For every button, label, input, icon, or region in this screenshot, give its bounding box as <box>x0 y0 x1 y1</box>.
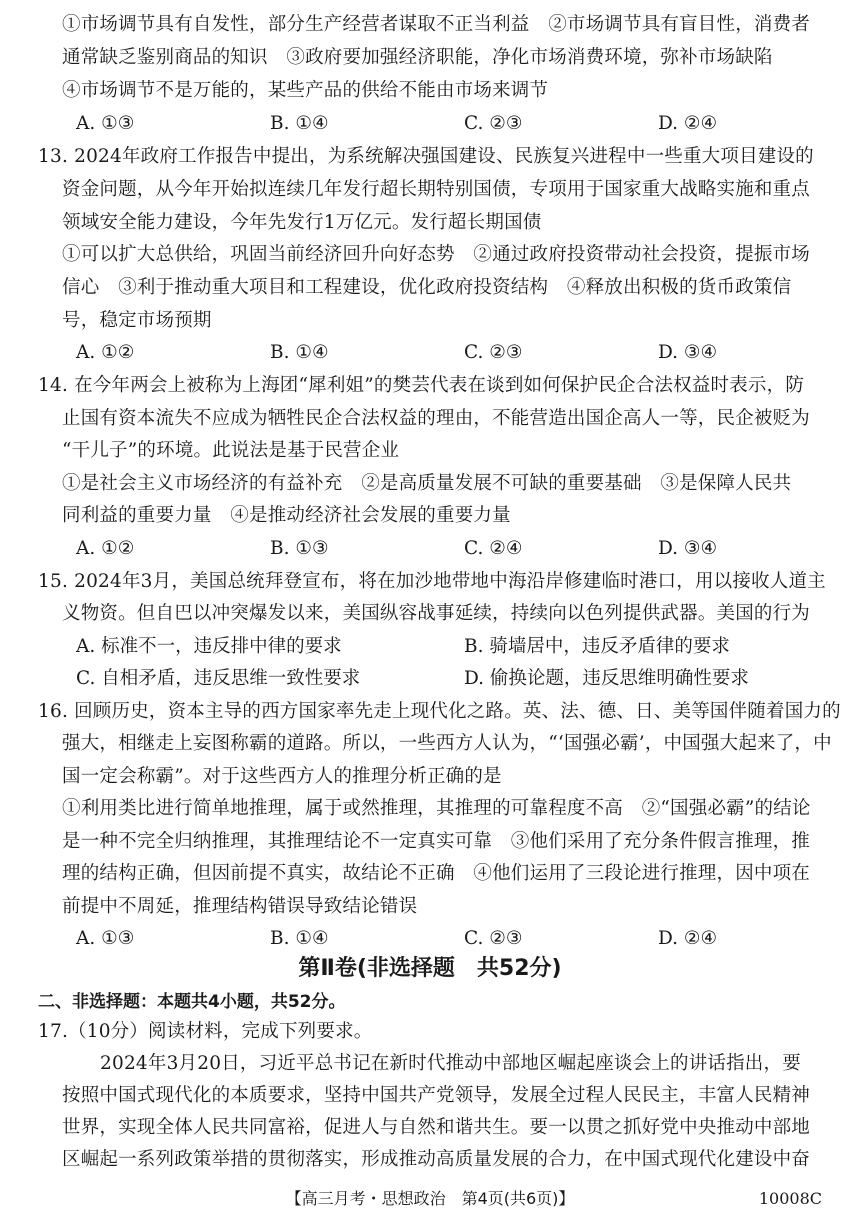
q16-stem-line-3: 国一定会称霸”。对于这些西方人的推理分析正确的是 <box>62 766 502 787</box>
q14-option-d: D. ③④ <box>658 538 718 559</box>
q13-option-b: B. ①④ <box>270 342 329 363</box>
q15-options-row-2 <box>0 666 860 692</box>
part-2-title: 第Ⅱ卷(非选择题 共52分) <box>298 956 562 981</box>
q15-options-row-1 <box>0 634 860 660</box>
q12-statement-line-3: ④市场调节不是万能的，某些产品的供给不能由市场来调节 <box>62 80 549 101</box>
q17-material-line-3: 世界，实现全体人民共同富裕，促进人与自然和谐共生。要一以贯之抓好党中央推动中部地 <box>62 1117 811 1138</box>
q14-option-a: A. ①② <box>76 538 135 559</box>
q12-option-c: C. ②③ <box>464 113 523 134</box>
section-2-heading: 二、非选择题：本题共4小题，共52分。 <box>38 992 346 1012</box>
q13-options <box>0 340 860 366</box>
q16-statement-line-2: 是一种不完全归纳推理，其推理结论不一定真实可靠 ③他们采用了充分条件假言推理，推 <box>62 831 811 852</box>
q14-option-c: C. ②④ <box>464 538 523 559</box>
q13-statement-line-2: 信心 ③利于推动重大项目和工程建设，优化政府投资结构 ④释放出积极的货币政策信 <box>62 277 792 298</box>
q13-stem-line-3: 领域安全能力建设，今年先发行1万亿元。发行超长期国债 <box>62 212 542 233</box>
q14-statement-line-1: ①是社会主义市场经济的有益补充 ②是高质量发展不可缺的重要基础 ③是保障人民共 <box>62 473 792 494</box>
q15-stem-line-2: 义物资。但自巴以冲突爆发以来，美国纵容战事延续，持续向以色列提供武器。美国的行为 <box>62 603 811 624</box>
page-footer <box>0 1186 860 1212</box>
q16-option-c: C. ②③ <box>464 928 523 949</box>
footer-exam-code: 10008C <box>758 1189 822 1208</box>
q12-option-b: B. ①④ <box>270 113 329 134</box>
q13-option-c: C. ②③ <box>464 342 523 363</box>
q15-option-c: C. 自相矛盾，违反思维一致性要求 <box>76 668 361 689</box>
q14-stem-line-3: “干儿子”的环境。此说法是基于民营企业 <box>62 440 400 461</box>
q16-option-b: B. ①④ <box>270 928 329 949</box>
q13-stem-line-2: 资金问题，从今年开始拟连续几年发行超长期特别国债，专项用于国家重大战略实施和重点 <box>62 179 811 200</box>
q16-stem-line-1: 16. 回顾历史，资本主导的西方国家率先走上现代化之路。英、法、德、日、美等国伴随着国力的 <box>38 701 841 722</box>
q13-option-a: A. ①② <box>76 342 135 363</box>
q13-stem-line-1: 13. 2024年政府工作报告中提出，为系统解决强国建设、民族复兴进程中一些重大项目建设的 <box>38 146 814 167</box>
q14-option-b: B. ①③ <box>270 538 329 559</box>
q12-option-a: A. ①③ <box>76 113 135 134</box>
q14-options <box>0 536 860 562</box>
q13-statement-line-3: 号，稳定市场预期 <box>62 310 212 331</box>
q12-statement-line-2: 通常缺乏鉴别商品的知识 ③政府要加强经济职能，净化市场消费环境，弥补市场缺陷 <box>62 47 773 68</box>
q14-statement-line-2: 同利益的重要力量 ④是推动经济社会发展的重要力量 <box>62 505 511 526</box>
q16-option-d: D. ②④ <box>658 928 718 949</box>
q17-material-line-1: 2024年3月20日，习近平总书记在新时代推动中部地区崛起座谈会上的讲话指出，要 <box>100 1053 801 1074</box>
q16-stem-line-2: 强大，相继走上妄图称霸的道路。所以，一些西方人认为，“‘国强必霸’，中国强大起来了，中 <box>62 733 832 754</box>
q15-option-b: B. 骑墙居中，违反矛盾律的要求 <box>464 636 730 657</box>
q17-heading: 17.（10分）阅读材料，完成下列要求。 <box>38 1021 373 1042</box>
q13-option-d: D. ③④ <box>658 342 718 363</box>
q16-statement-line-3: 理的结构正确，但因前提不真实，故结论不正确 ④他们运用了三段论进行推理，因中项在 <box>62 863 811 884</box>
q16-statement-line-1: ①利用类比进行简单地推理，属于或然推理，其推理的可靠程度不高 ②“国强必霸”的结论 <box>62 798 811 819</box>
q12-option-d: D. ②④ <box>658 113 718 134</box>
q16-option-a: A. ①③ <box>76 928 135 949</box>
footer-page-info: 【高三月考・思想政治 第4页(共6页)】 <box>285 1189 575 1208</box>
q16-statement-line-4: 前提中不周延，推理结构错误导致结论错误 <box>62 896 418 917</box>
q15-option-a: A. 标准不一，违反排中律的要求 <box>76 636 342 657</box>
q12-options <box>0 111 860 137</box>
q12-statement-line-1: ①市场调节具有自发性，部分生产经营者谋取不正当利益 ②市场调节具有盲目性，消费者 <box>62 14 811 35</box>
q13-statement-line-1: ①可以扩大总供给，巩固当前经济回升向好态势 ②通过政府投资带动社会投资，提振市场 <box>62 244 811 265</box>
q14-stem-line-1: 14. 在今年两会上被称为上海团“犀利姐”的樊芸代表在谈到如何保护民企合法权益时表示，防 <box>38 375 805 396</box>
q15-option-d: D. 偷换论题，违反思维明确性要求 <box>464 668 749 689</box>
q17-material-line-2: 按照中国式现代化的本质要求，坚持中国共产党领导，发展全过程人民民主，丰富人民精神 <box>62 1085 811 1106</box>
q15-stem-line-1: 15. 2024年3月，美国总统拜登宣布，将在加沙地带地中海沿岸修建临时港口，用以接收人道主 <box>38 571 826 592</box>
q17-material-line-4: 区崛起一系列政策举措的贯彻落实，形成推动高质量发展的合力，在中国式现代化建设中奋 <box>62 1149 811 1170</box>
q14-stem-line-2: 止国有资本流失不应成为牺牲民企合法权益的理由，不能营造出国企高人一等，民企被贬为 <box>62 408 811 429</box>
q16-options <box>0 926 860 952</box>
